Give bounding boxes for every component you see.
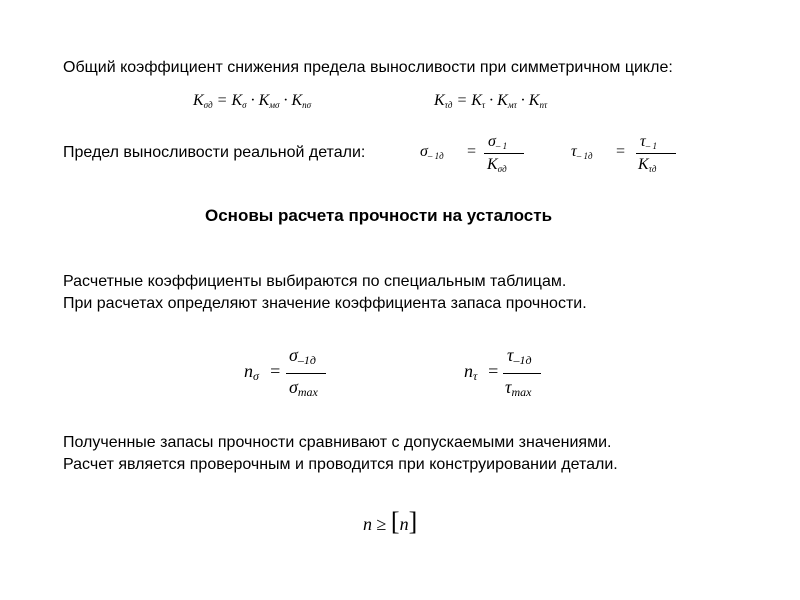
equals-sign: = [487, 361, 500, 381]
n-tau-lhs [464, 361, 477, 384]
n-subscript: τ [473, 369, 478, 383]
sigma-symbol: σ [289, 377, 298, 397]
tau-symbol: τ [571, 143, 577, 160]
k-subscript: τд [648, 164, 657, 174]
fraction-bar [636, 153, 676, 154]
k-subscript: пτ [539, 100, 548, 110]
geq-sign: ≥ [376, 514, 387, 534]
equals-sign: = [615, 143, 626, 160]
section-heading: Основы расчета прочности на усталость [205, 206, 553, 225]
dot-operator: · [250, 92, 255, 109]
tau-subscript: max [511, 385, 532, 399]
fraction-bar [503, 373, 541, 374]
n-sigma-numerator [289, 345, 316, 368]
n-symbol: n [244, 361, 253, 381]
k-symbol: K [258, 92, 270, 109]
paragraph-line: Расчет является проверочным и проводится при конструировании детали. [63, 456, 618, 473]
k-tau-formula [434, 92, 547, 110]
k-subscript: мτ [507, 100, 517, 110]
n-sigma-lhs [244, 361, 259, 384]
sigma-symbol: σ [289, 345, 298, 365]
k-subscript: τ [481, 100, 486, 110]
tau-symbol: τ [505, 377, 512, 397]
sigma-subscript: – 1д [427, 151, 444, 161]
k-subscript: σд [203, 100, 213, 110]
endurance-limit-text: Предел выносливости реальной детали: [63, 144, 366, 161]
k-symbol: K [638, 156, 649, 173]
sigma-subscript: –1д [297, 353, 316, 367]
n-tau-denominator [505, 377, 531, 400]
paragraph-line: Полученные запасы прочности сравнивают с допускаемыми значениями. [63, 434, 612, 451]
sigma-subscript: max [297, 385, 318, 399]
tau-subscript: – 1 [645, 141, 657, 151]
n-subscript: σ [253, 369, 259, 383]
k-symbol: K [471, 92, 482, 109]
tau-limit-denominator [638, 156, 656, 174]
tau-subscript: – 1д [576, 151, 593, 161]
n-sigma-denominator [289, 377, 318, 400]
n-symbol: n [363, 514, 372, 534]
sigma-subscript: – 1 [495, 141, 508, 151]
sigma-limit-denominator [487, 156, 507, 174]
tau-limit-lhs [571, 143, 593, 161]
sigma-limit-lhs [420, 143, 444, 161]
equals-sign: = [456, 92, 468, 109]
k-symbol: K [231, 92, 243, 109]
k-symbol: K [193, 92, 204, 109]
k-symbol: K [434, 92, 445, 109]
safety-condition-formula [363, 507, 417, 537]
n-symbol: n [464, 361, 473, 381]
sigma-symbol: σ [488, 133, 496, 150]
k-symbol: K [497, 92, 508, 109]
dot-operator: · [489, 92, 494, 109]
dot-operator: · [283, 92, 288, 109]
tau-subscript: –1д [513, 353, 532, 367]
tau-symbol: τ [640, 133, 646, 150]
tau-limit-numerator [640, 133, 657, 151]
equals-sign: = [466, 143, 477, 160]
tau-symbol: τ [507, 345, 514, 365]
close-bracket: ] [408, 507, 418, 536]
k-subscript: σд [497, 164, 507, 174]
paragraph-line: При расчетах определяют значение коэффициента запаса прочности. [63, 295, 587, 312]
k-symbol: K [487, 156, 498, 173]
sigma-limit-numerator [488, 133, 507, 151]
k-subscript: τд [444, 100, 453, 110]
n-symbol: n [399, 514, 409, 534]
n-tau-numerator [507, 345, 532, 368]
sigma-symbol: σ [420, 143, 428, 160]
k-sigma-formula [193, 92, 311, 110]
k-subscript: σ [242, 100, 247, 110]
k-symbol: K [291, 92, 303, 109]
fraction-bar [484, 153, 524, 154]
equals-sign: = [216, 92, 228, 109]
intro-text: Общий коэффициент снижения предела выносливости при симметричном цикле: [63, 59, 673, 76]
dot-operator: · [520, 92, 525, 109]
paragraph-line: Расчетные коэффициенты выбираются по специальным таблицам. [63, 273, 567, 290]
equals-sign: = [269, 361, 282, 381]
k-symbol: K [528, 92, 540, 109]
open-bracket: [ [390, 507, 400, 536]
fraction-bar [286, 373, 326, 374]
k-subscript: пσ [302, 100, 312, 110]
k-subscript: мσ [269, 100, 280, 110]
